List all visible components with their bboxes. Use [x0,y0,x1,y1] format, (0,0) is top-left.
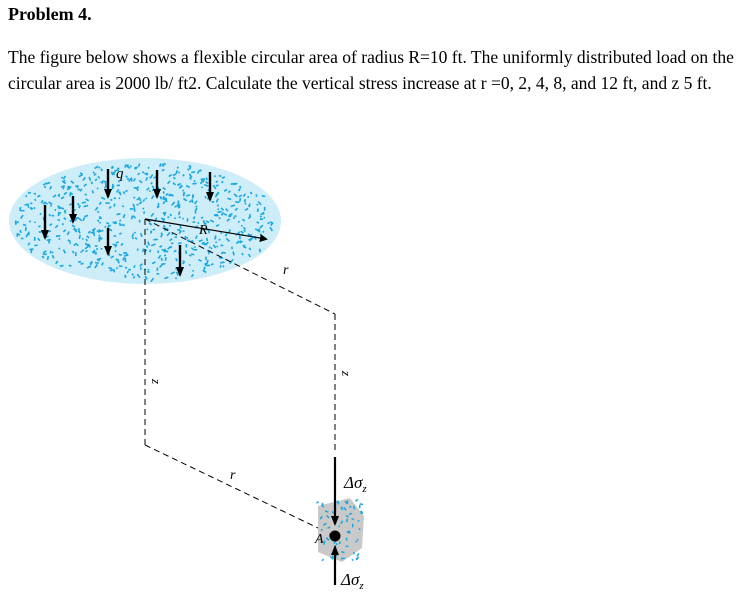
load-speckle [236,242,238,244]
load-speckle [140,267,142,270]
load-speckle [64,210,66,212]
element-speckle [348,531,351,533]
load-speckle [171,242,173,244]
load-speckle [50,251,52,254]
load-speckle [98,239,100,242]
point-a-label: A [315,532,324,547]
load-speckle [78,261,81,263]
element-speckle [356,541,358,543]
load-speckle [112,184,114,188]
load-speckle [256,194,258,196]
problem-statement: The figure below shows a flexible circular area of radius R=10 ft. The uniformly distributed load on the circular area is 2000 lb/ ft2. Calculate the vertical stress increase at r =0, 2, 4, 8, and 12 ft, and z 5 ft. [8,47,734,93]
load-speckle [125,258,127,262]
load-speckle [101,248,103,250]
load-speckle [157,273,160,275]
element-speckle [357,539,359,541]
radius-label: R [199,223,208,238]
element-speckle [356,553,359,557]
element-speckle [358,520,360,522]
load-speckle [180,185,182,187]
element-speckle [352,559,354,561]
element-speckle [360,512,363,514]
load-speckle [214,214,217,216]
load-speckle [62,223,64,225]
stress-label-bottom [340,570,364,592]
load-speckle [123,252,125,255]
load-speckle [165,212,167,214]
load-speckle [235,201,239,203]
load-speckle [238,221,240,223]
load-speckle [192,195,194,197]
load-speckle [58,194,60,197]
element-speckle [338,526,340,528]
load-label: q [116,166,124,182]
load-speckle [143,211,145,214]
load-speckle [179,216,181,218]
z-label-left: z [149,379,164,385]
load-speckle [209,247,211,249]
load-speckle [150,231,152,233]
load-speckle [130,208,134,210]
stress-subscript-bottom: z [359,580,364,592]
load-speckle [113,235,116,237]
r-offset-line-bottom [145,445,318,528]
load-speckle [43,253,47,255]
load-speckle [233,217,235,219]
load-speckle [15,221,17,225]
load-speckle [128,269,131,271]
load-speckle [38,226,40,228]
load-speckle [186,244,188,248]
load-speckle [163,198,165,200]
load-speckle [241,225,243,227]
load-speckle [262,212,264,214]
problem-heading: Problem 4. [8,4,92,24]
load-speckle [82,238,84,240]
load-speckle [52,215,55,217]
load-speckle [219,217,221,219]
load-speckle [195,210,197,214]
load-speckle [217,209,219,211]
load-speckle [264,207,266,211]
load-speckle [58,212,61,214]
load-speckle [34,237,36,241]
element-speckle [346,546,349,548]
point-a-marker [330,531,341,542]
stress-subscript-top: z [362,483,367,495]
stress-symbol-bottom: Δσ [341,570,360,589]
load-speckle [119,265,123,267]
load-speckle [175,267,177,269]
r-label-top: r [283,263,289,278]
load-speckle [95,245,98,247]
element-speckle [359,505,361,509]
load-speckle [125,267,127,269]
element-speckle [355,499,359,502]
load-speckle [99,217,101,219]
load-speckle [156,268,158,271]
load-speckle [127,178,129,180]
load-speckle [130,165,132,167]
element-speckle [359,528,361,530]
load-speckle [194,249,198,251]
load-speckle [193,221,196,223]
load-speckle [39,231,42,233]
element-speckle [316,501,319,504]
figure [0,140,749,605]
load-speckle [206,265,210,267]
element-speckle [352,524,354,528]
stress-symbol-top: Δσ [344,473,363,492]
load-speckle [105,202,109,204]
load-speckle [58,238,60,240]
load-speckle [34,193,37,195]
element-speckle [360,503,364,505]
element-speckle [322,559,325,562]
load-speckle [77,189,80,191]
load-speckle [147,271,149,273]
load-speckle [133,197,135,199]
load-speckle [247,196,249,198]
load-speckle [119,197,121,199]
stress-label-top [343,473,367,495]
load-speckle [178,200,180,204]
load-speckle [116,267,118,269]
load-speckle [150,223,152,225]
load-speckle [183,230,185,232]
load-speckle [78,228,80,232]
load-speckle [212,201,215,203]
r-label-bottom: r [230,468,236,483]
load-speckle [153,239,158,241]
load-speckle [75,252,77,256]
load-speckle [98,237,102,239]
z-label-right: z [339,371,354,377]
load-speckle [95,252,97,255]
load-speckle [260,218,263,220]
